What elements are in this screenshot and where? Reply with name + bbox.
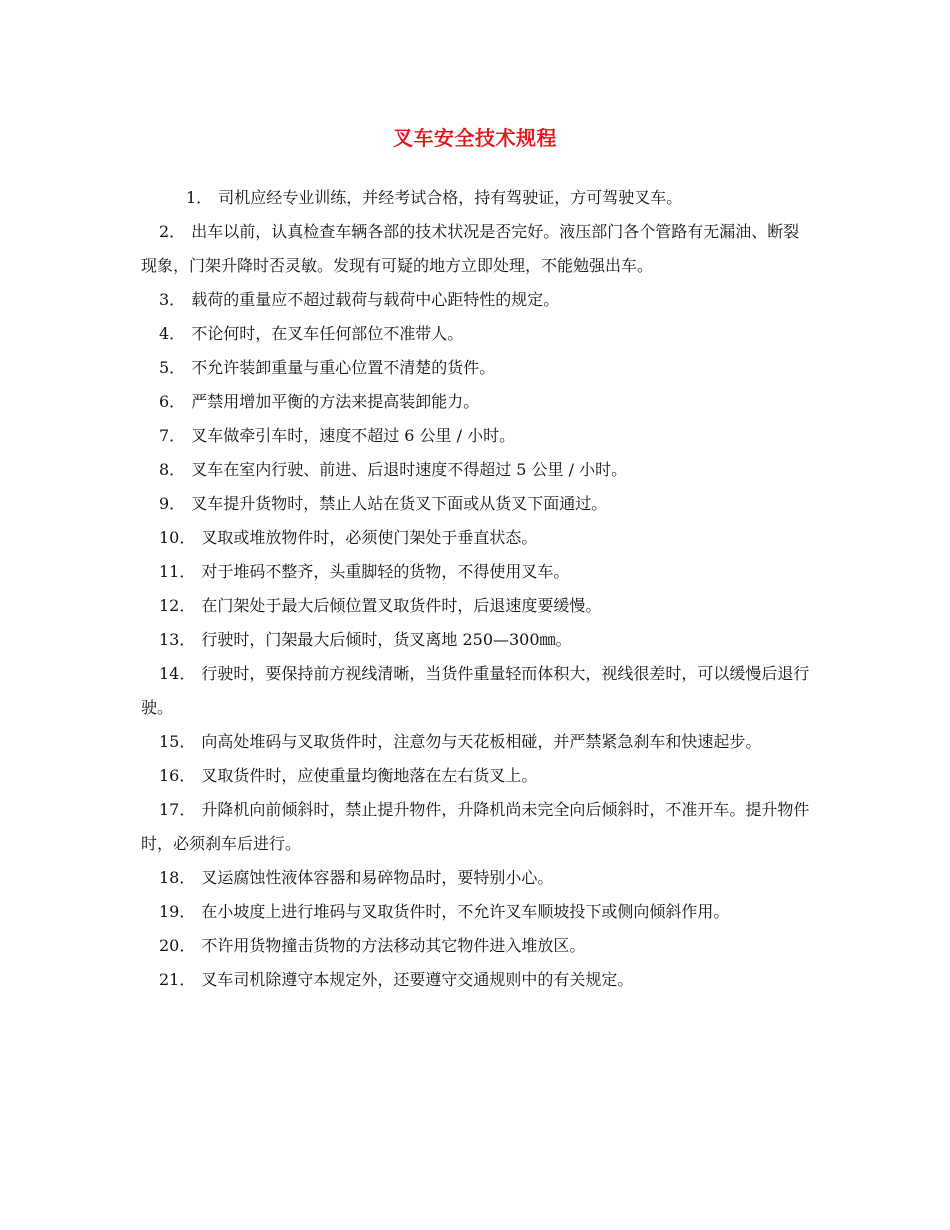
rule-text: 不允许装卸重量与重心位置不清楚的货件。 — [191, 358, 496, 377]
rule-text: 在小坡度上进行堆码与叉取货件时，不允许叉车顺坡投下或侧向倾斜作用。 — [201, 902, 730, 921]
rule-item — [141, 623, 813, 657]
rule-number: 12． — [159, 596, 196, 615]
rule-number: 16． — [159, 766, 196, 785]
rule-item — [141, 419, 813, 453]
rule-number: 9． — [159, 494, 186, 513]
rule-text: 对于堆码不整齐，头重脚轻的货物，不得使用叉车。 — [201, 562, 570, 581]
rule-number: 8． — [159, 460, 186, 479]
rule-text: 不论何时，在叉车任何部位不准带人。 — [191, 324, 464, 343]
rule-number: 17． — [159, 800, 196, 819]
rule-text: 向高处堆码与叉取货件时，注意勿与天花板相碰，并严禁紧急刹车和快速起步。 — [201, 732, 762, 751]
rule-text: 出车以前，认真检查车辆各部的技术状况是否完好。液压部门各个管路有无漏油、断裂现象，门架升降时否灵敏。发现有可疑的地方立即处理，不能勉强出车。 — [141, 222, 800, 275]
rule-item — [141, 385, 813, 419]
document-title: 叉车安全技术规程 — [393, 126, 557, 150]
rule-text: 在门架处于最大后倾位置叉取货件时，后退速度要缓慢。 — [201, 596, 602, 615]
rule-number: 15． — [159, 732, 196, 751]
rule-number: 13． — [159, 630, 196, 649]
rule-text: 行驶时，要保持前方视线清晰，当货件重量轻而体积大，视线很差时，可以缓慢后退行驶。 — [141, 664, 810, 717]
rule-number: 19． — [159, 902, 196, 921]
rule-text: 叉取货件时，应使重量均衡地落在左右货叉上。 — [201, 766, 538, 785]
rule-item — [141, 453, 813, 487]
rule-item — [141, 793, 813, 861]
rule-number: 14． — [159, 664, 196, 683]
rule-text: 叉车司机除遵守本规定外，还要遵守交通规则中的有关规定。 — [201, 970, 634, 989]
rule-number: 11． — [159, 562, 196, 581]
rule-number: 21． — [159, 970, 196, 989]
rule-number: 18． — [159, 868, 196, 887]
rule-number: 2． — [159, 222, 186, 241]
rule-number: 6． — [159, 392, 186, 411]
rule-text: 严禁用增加平衡的方法来提高装卸能力。 — [191, 392, 480, 411]
rule-item — [141, 283, 813, 317]
rule-text: 不许用货物撞击货物的方法移动其它物件进入堆放区。 — [201, 936, 586, 955]
rule-number: 3． — [159, 290, 186, 309]
rule-item — [141, 589, 813, 623]
rule-item — [141, 487, 813, 521]
rule-number: 10． — [159, 528, 196, 547]
rule-item — [141, 759, 813, 793]
rule-number: 4． — [159, 324, 186, 343]
rule-item — [141, 657, 813, 725]
rule-text: 叉车提升货物时，禁止人站在货叉下面或从货叉下面通过。 — [191, 494, 608, 513]
rule-item — [141, 215, 813, 283]
rule-text: 叉运腐蚀性液体容器和易碎物品时，要特别小心。 — [201, 868, 554, 887]
rule-text: 行驶时，门架最大后倾时，货叉离地 250—300㎜。 — [201, 630, 572, 649]
rule-item — [141, 521, 813, 555]
rule-number: 5． — [159, 358, 186, 377]
rule-text: 升降机向前倾斜时，禁止提升物件，升降机尚未完全向后倾斜时，不准开车。提升物件时，必须刹车后进行。 — [141, 800, 810, 853]
rule-text: 载荷的重量应不超过载荷与载荷中心距特性的规定。 — [191, 290, 560, 309]
rule-item — [141, 861, 813, 895]
rule-item — [141, 181, 813, 215]
rule-number: 20． — [159, 936, 196, 955]
rule-text: 司机应经专业训练，并经考试合格，持有驾驶证，方可驾驶叉车。 — [218, 188, 683, 207]
rule-item — [141, 317, 813, 351]
rule-item — [141, 963, 813, 997]
rule-text: 叉车做牵引车时，速度不超过 6 公里 / 小时。 — [191, 426, 516, 445]
rule-item — [141, 725, 813, 759]
rule-number: 7． — [159, 426, 186, 445]
rules-list — [141, 181, 813, 997]
rule-text: 叉车在室内行驶、前进、后退时速度不得超过 5 公里 / 小时。 — [191, 460, 628, 479]
rule-item — [141, 351, 813, 385]
rule-text: 叉取或堆放物件时，必须使门架处于垂直状态。 — [201, 528, 538, 547]
rule-number: 1． — [186, 188, 213, 207]
rule-item — [141, 895, 813, 929]
rule-item — [141, 929, 813, 963]
rule-item — [141, 555, 813, 589]
